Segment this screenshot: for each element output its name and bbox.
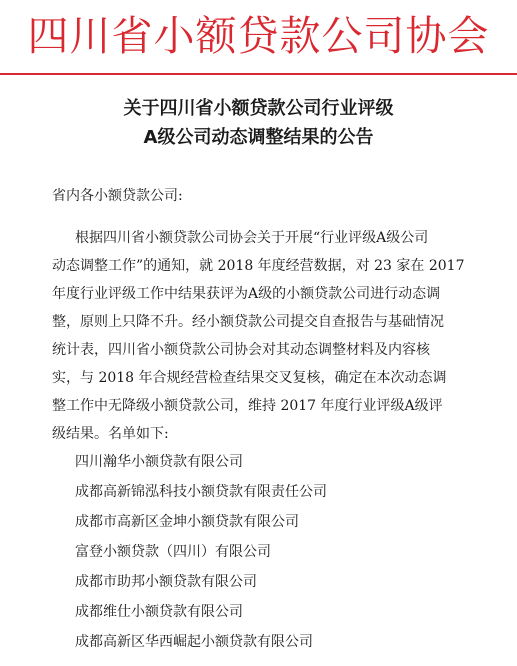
notice-title-line-2: A级公司动态调整结果的公告 xyxy=(143,127,374,148)
body-line: 整，原则上只降不升。经小额贷款公司提交自查报告与基础情况 xyxy=(52,314,444,330)
letterhead-red-rule xyxy=(0,73,517,75)
letterhead-title: 四川省小额贷款公司协会 xyxy=(27,12,490,60)
salutation: 省内各小额贷款公司: xyxy=(52,188,183,204)
body-line: 动态调整工作”的通知，就 2018 年度经营数据，对 23 家在 2017 xyxy=(52,258,465,274)
body-line: 级结果。名单如下: xyxy=(52,426,169,442)
company-list-item: 成都维仕小额贷款有限公司 xyxy=(75,604,243,620)
company-list-item: 四川瀚华小额贷款有限公司 xyxy=(75,454,243,470)
body-line: 根据四川省小额贷款公司协会关于开展“行业评级A级公司 xyxy=(75,230,429,246)
body-line: 年度行业评级工作中结果获评为A级的小额贷款公司进行动态调 xyxy=(52,286,441,302)
company-list-item: 成都市助邦小额贷款有限公司 xyxy=(75,574,257,590)
company-list-item: 成都高新区华西崛起小额贷款有限公司 xyxy=(75,634,313,650)
company-list-item: 成都市高新区金坤小额贷款有限公司 xyxy=(75,514,299,530)
body-line: 整工作中无降级小额贷款公司，维持 2017 年度行业评级A级评 xyxy=(52,398,443,414)
notice-title-line-1: 关于四川省小额贷款公司行业评级 xyxy=(123,98,394,119)
body-line: 统计表，四川省小额贷款公司协会对其动态调整材料及内容核 xyxy=(52,342,430,358)
company-list-item: 富登小额贷款（四川）有限公司 xyxy=(75,544,271,560)
company-list-item: 成都高新锦泓科技小额贷款有限责任公司 xyxy=(75,484,327,500)
body-line: 实，与 2018 年合规经营检查结果交叉复核，确定在本次动态调 xyxy=(52,370,447,386)
